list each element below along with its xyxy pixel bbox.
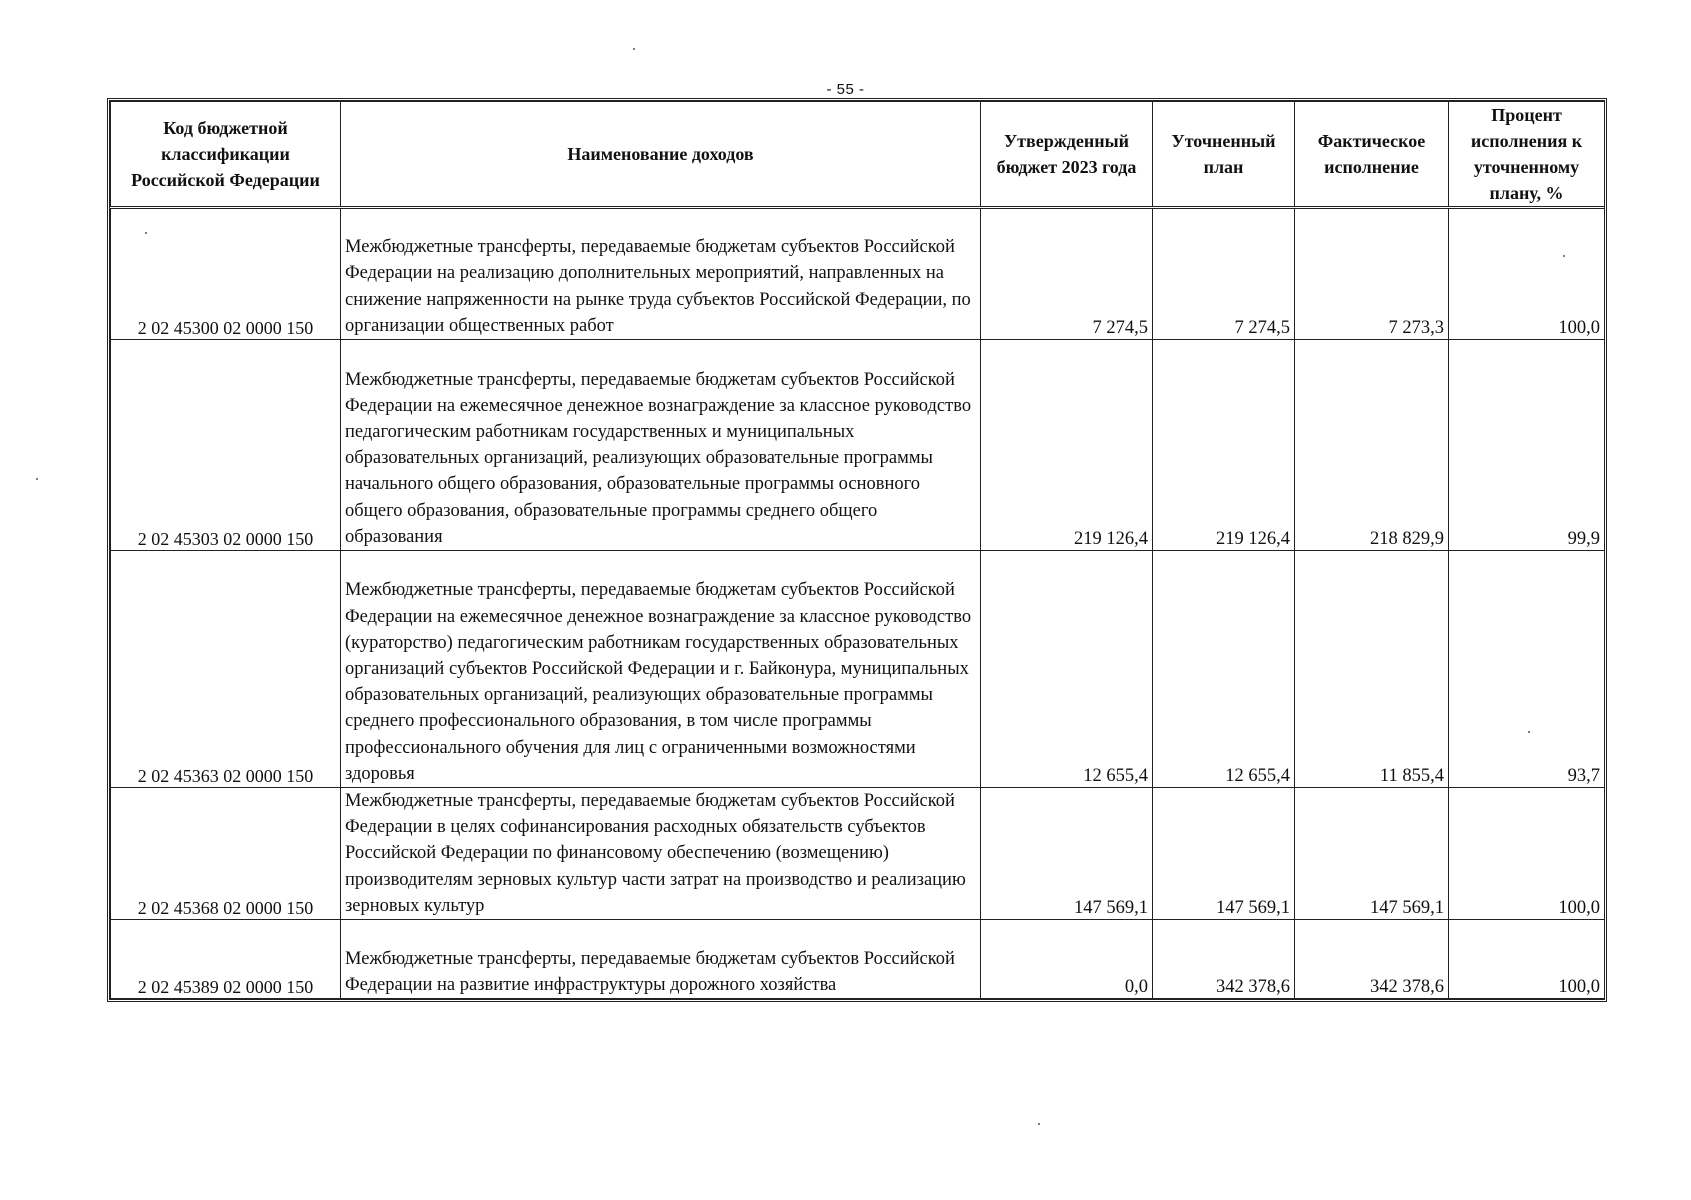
scan-speck (633, 48, 635, 50)
scan-speck (36, 478, 38, 480)
revenue-name: Межбюджетные трансферты, передаваемые бюджетам субъектов Российской Федерации на развитие инфраструктуры дорожного хозяйства (341, 920, 981, 999)
table-row (111, 788, 1605, 920)
scan-speck (145, 232, 147, 234)
revenue-name: Межбюджетные трансферты, передаваемые бюджетам субъектов Российской Федерации на реализацию дополнительных мероприятий, направленных на снижение напряженности на рынке труда субъектов Российской Федерации, по организации общественных работ (341, 208, 981, 340)
header-name: Наименование доходов (341, 102, 981, 208)
header-code: Код бюджетной классификации Российской Федерации (111, 102, 341, 208)
approved-budget-value: 12 655,4 (981, 551, 1153, 788)
table-row (111, 340, 1605, 551)
execution-percent-value: 100,0 (1449, 208, 1605, 340)
budget-code: 2 02 45389 02 0000 150 (111, 920, 341, 999)
actual-execution-value: 11 855,4 (1295, 551, 1449, 788)
header-actual-execution: Фактическое исполнение (1295, 102, 1449, 208)
refined-plan-value: 147 569,1 (1153, 788, 1295, 920)
budget-table-frame (107, 98, 1607, 1002)
refined-plan-value: 12 655,4 (1153, 551, 1295, 788)
execution-percent-value: 100,0 (1449, 920, 1605, 999)
scan-speck (1528, 731, 1530, 733)
budget-code: 2 02 45363 02 0000 150 (111, 551, 341, 788)
refined-plan-value: 7 274,5 (1153, 208, 1295, 340)
scan-speck (1563, 255, 1565, 257)
budget-code: 2 02 45300 02 0000 150 (111, 208, 341, 340)
budget-revenue-table (110, 101, 1605, 999)
budget-code: 2 02 45303 02 0000 150 (111, 340, 341, 551)
revenue-name: Межбюджетные трансферты, передаваемые бюджетам субъектов Российской Федерации на ежемесячное денежное вознаграждение за классное руководство педагогическим работникам государственных и муниципальных образовательных организаций, реализующих образовательные программы начального общего образования, образовательные программы основного общего образования, образовательные программы среднего общего образования (341, 340, 981, 551)
actual-execution-value: 7 273,3 (1295, 208, 1449, 340)
scan-speck (1038, 1123, 1040, 1125)
budget-code: 2 02 45368 02 0000 150 (111, 788, 341, 920)
approved-budget-value: 0,0 (981, 920, 1153, 999)
table-header (111, 102, 1605, 208)
header-refined-plan: Уточненный план (1153, 102, 1295, 208)
header-row (111, 102, 1605, 208)
execution-percent-value: 100,0 (1449, 788, 1605, 920)
approved-budget-value: 7 274,5 (981, 208, 1153, 340)
table-row (111, 551, 1605, 788)
execution-percent-value: 93,7 (1449, 551, 1605, 788)
table-body (111, 208, 1605, 999)
header-approved-budget: Утвержденный бюджет 2023 года (981, 102, 1153, 208)
actual-execution-value: 147 569,1 (1295, 788, 1449, 920)
table-row (111, 208, 1605, 340)
approved-budget-value: 147 569,1 (981, 788, 1153, 920)
actual-execution-value: 218 829,9 (1295, 340, 1449, 551)
revenue-name: Межбюджетные трансферты, передаваемые бюджетам субъектов Российской Федерации в целях софинансирования расходных обязательств субъектов Российской Федерации по финансовому обеспечению (возмещению) производителям зерновых культур части затрат на производство и реализацию зерновых культур (341, 788, 981, 920)
refined-plan-value: 342 378,6 (1153, 920, 1295, 999)
table-row (111, 920, 1605, 999)
approved-budget-value: 219 126,4 (981, 340, 1153, 551)
revenue-name: Межбюджетные трансферты, передаваемые бюджетам субъектов Российской Федерации на ежемесячное денежное вознаграждение за классное руководство (кураторство) педагогическим работникам государственных образовательных организаций субъектов Российской Федерации и г. Байконура, муниципальных образовательных организаций, реализующих образовательные программы среднего профессионального образования, в том числе программы профессионального обучения для лиц с ограниченными возможностями здоровья (341, 551, 981, 788)
page-number: - 55 - (826, 81, 865, 98)
execution-percent-value: 99,9 (1449, 340, 1605, 551)
refined-plan-value: 219 126,4 (1153, 340, 1295, 551)
header-execution-percent: Процент исполнения к уточненному плану, % (1449, 102, 1605, 208)
actual-execution-value: 342 378,6 (1295, 920, 1449, 999)
